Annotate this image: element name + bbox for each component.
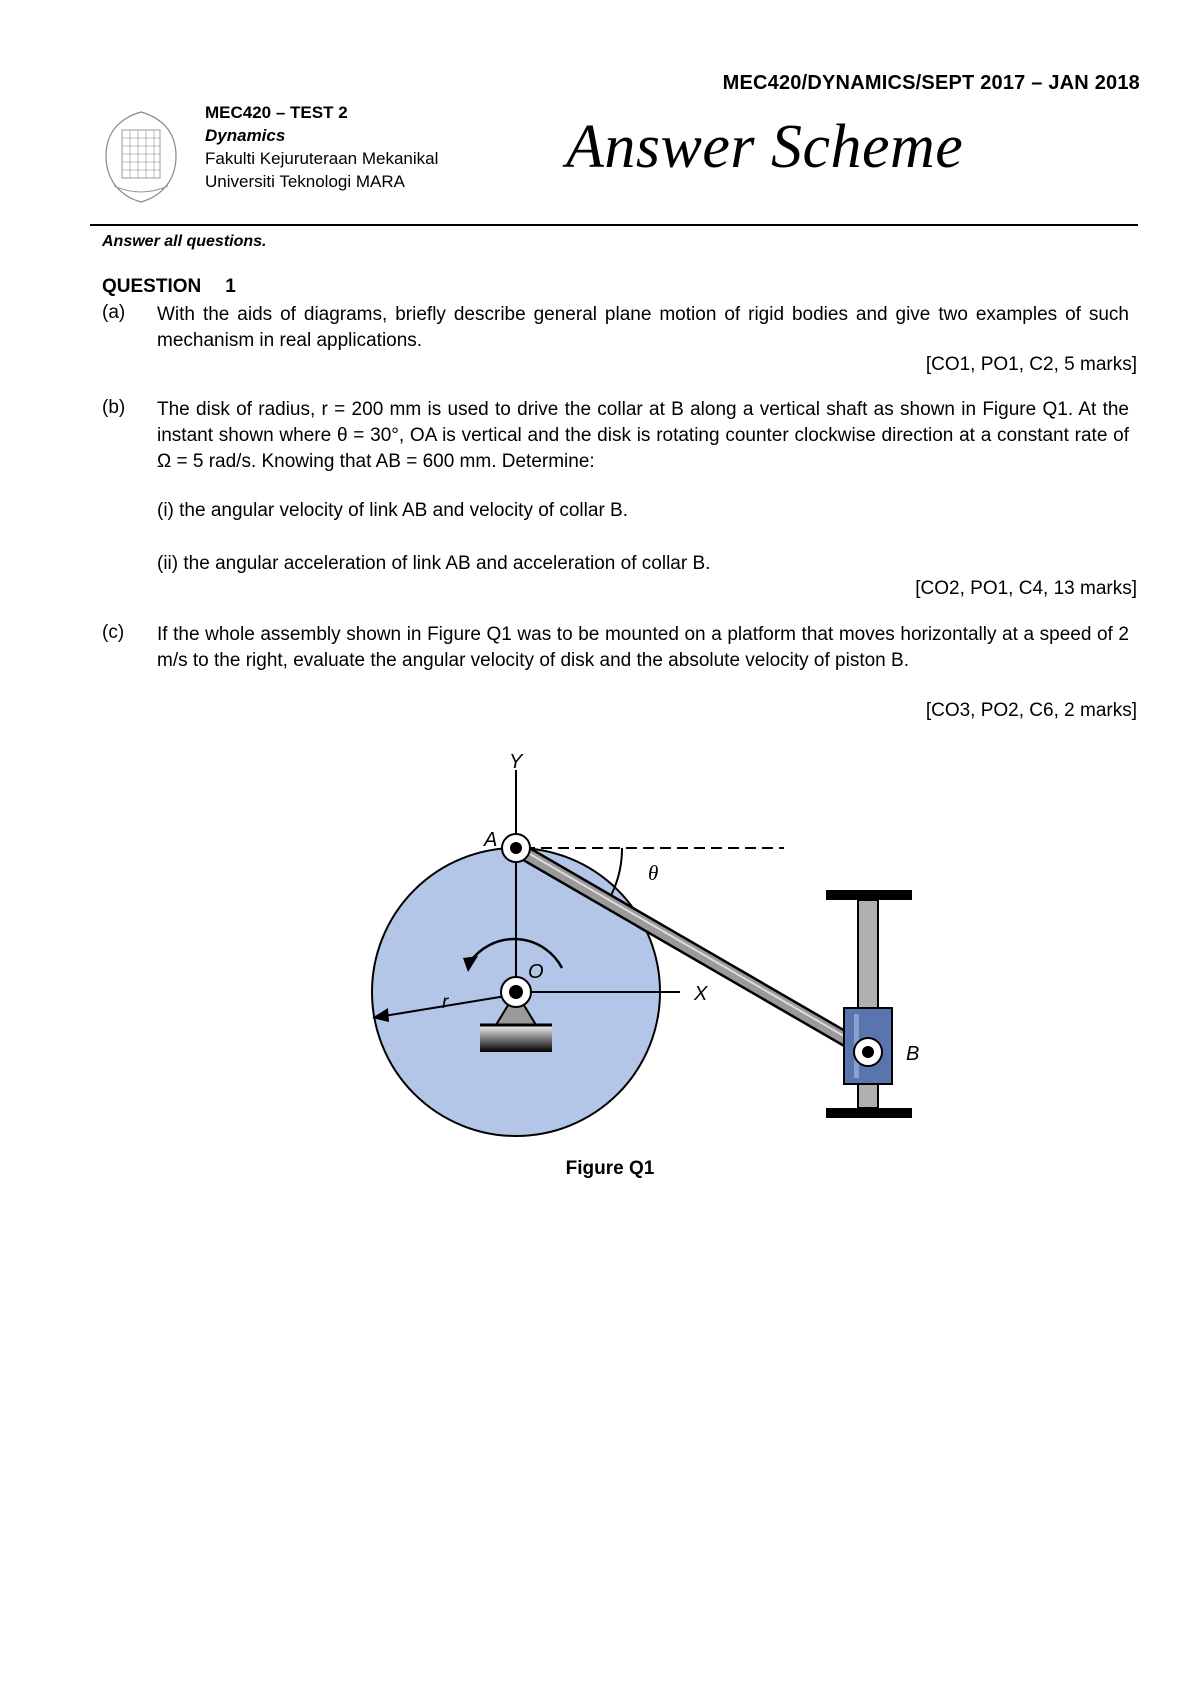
part-b-sub-ii: (ii) the angular acceleration of link AB and acceleration of collar B. <box>157 553 711 574</box>
pin-b-inner <box>862 1046 874 1058</box>
test-title: MEC420 – TEST 2 <box>205 103 348 122</box>
university-name: Universiti Teknologi MARA <box>205 172 405 191</box>
label-r: r <box>442 992 449 1013</box>
part-b-label: (b) <box>102 397 126 418</box>
instructions: Answer all questions. <box>102 233 267 250</box>
label-x: X <box>694 983 708 1005</box>
shaft-top-plate <box>826 890 912 900</box>
label-a: A <box>484 829 498 851</box>
part-b-marks: [CO2, PO1, C4, 13 marks] <box>915 578 1137 599</box>
part-a-marks: [CO1, PO1, C2, 5 marks] <box>925 354 1137 375</box>
question-label: QUESTION <box>102 276 202 297</box>
course-code-header: MEC420/DYNAMICS/SEPT 2017 – JAN 2018 <box>722 72 1140 94</box>
question-heading <box>102 276 236 298</box>
shaft-bottom-plate <box>826 1108 912 1118</box>
label-theta: θ <box>648 861 659 885</box>
part-c-label: (c) <box>102 622 125 643</box>
figure-q1 <box>360 742 940 1142</box>
label-o: O <box>528 961 544 983</box>
ground-block <box>480 1024 552 1052</box>
question-number: 1 <box>225 276 236 297</box>
part-a-label: (a) <box>102 302 126 323</box>
university-logo <box>100 108 182 206</box>
subject-name: Dynamics <box>205 126 286 145</box>
part-b-sub-i: (i) the angular velocity of link AB and velocity of collar B. <box>157 500 629 521</box>
part-c-text: If the whole assembly shown in Figure Q1 was to be mounted on a platform that moves horizontally at a speed of 2 m/s to the right, evaluate the angular velocity of disk and the absolute velocity of piston B. <box>157 624 1129 671</box>
pin-a-inner <box>510 842 522 854</box>
faculty-name: Fakulti Kejuruteraan Mekanikal <box>205 149 439 168</box>
part-a-text: With the aids of diagrams, briefly describe general plane motion of rigid bodies and give two examples of such mechanism in real applications. <box>157 304 1129 351</box>
label-b: B <box>906 1043 920 1065</box>
part-c-marks: [CO3, PO2, C6, 2 marks] <box>925 700 1137 721</box>
pin-o-inner <box>509 985 523 999</box>
figure-caption: Figure Q1 <box>565 1158 655 1179</box>
label-y: Y <box>509 751 523 773</box>
part-b-text: The disk of radius, r = 200 mm is used to drive the collar at B along a vertical shaft as shown in Figure Q1. At the instant shown where θ = 30°, OA is vertical and the disk is rotating counter clockwise direction at a constant rate of Ω = 5 rad/s. Knowing that AB = 600 mm. Determine: <box>157 399 1129 472</box>
header-divider <box>90 224 1138 226</box>
course-info <box>205 101 438 193</box>
answer-scheme-title: Answer Scheme <box>566 113 964 181</box>
